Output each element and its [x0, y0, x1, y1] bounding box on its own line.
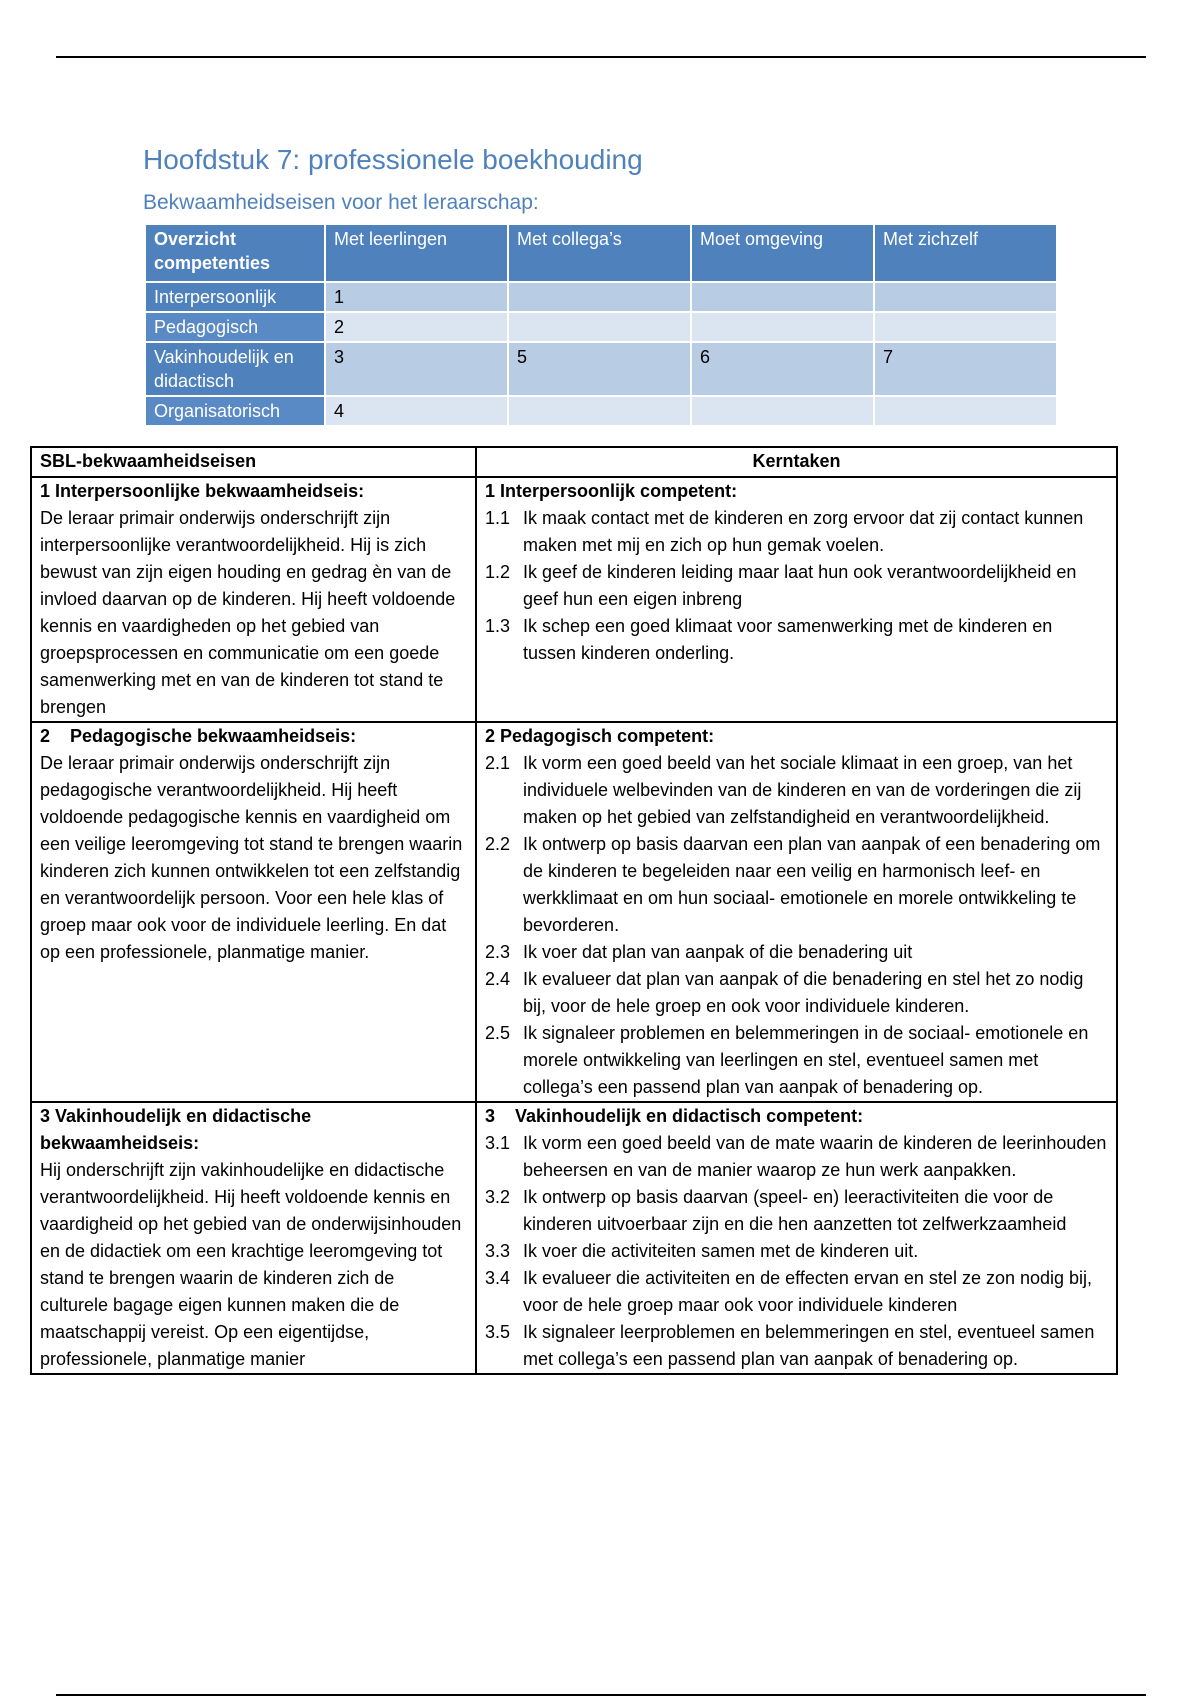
item-text: Ik vorm een goed beeld van het sociale klimaat in een groep, van het individuele welbevinden van de kinderen en van de vorderingen die zij maken op het gebied van zelfstandigheid en verantwoordelijkheid. — [523, 753, 1082, 827]
overview-row-label: Pedagogisch — [146, 313, 324, 341]
overview-cell: 1 — [326, 283, 507, 311]
item-text: Ik ontwerp op basis daarvan een plan van aanpak of een benadering om de kinderen te begeleiden naar een veilig en harmonisch leef- en werkklimaat en om hun sociaal- emotionele en morele ontwikkeling te bevorderen. — [523, 834, 1101, 935]
core-task-cell — [476, 722, 1117, 1102]
item-number: 3.3 — [485, 1241, 511, 1261]
requirement-number: 2 — [40, 726, 51, 746]
core-task-item — [485, 1319, 1108, 1373]
item-text: Ik voer dat plan van aanpak of die benadering uit — [523, 942, 913, 962]
overview-cell — [875, 283, 1056, 311]
requirement-number: 1 — [40, 481, 51, 501]
sbl-section-row — [31, 1102, 1117, 1374]
page-title: Hoofdstuk 7: professionele boekhouding — [143, 144, 643, 175]
overview-cell — [509, 313, 690, 341]
core-task-item — [485, 966, 1108, 1020]
overview-cell — [509, 397, 690, 425]
overview-cell — [509, 283, 690, 311]
overview-cell: 5 — [509, 343, 690, 395]
sbl-section-row — [31, 722, 1117, 1102]
core-task-item — [485, 1238, 1108, 1265]
overview-header-row — [146, 225, 1056, 281]
item-number: 2.5 — [485, 1023, 511, 1043]
item-text: Ik ontwerp op basis daarvan (speel- en) leeractiviteiten die voor de kinderen uitvoerbaar zijn en die hen aanzetten tot zelfwerkzaamheid — [523, 1187, 1067, 1234]
core-task-item — [485, 939, 1108, 966]
item-text: Ik voer die activiteiten samen met de kinderen uit. — [523, 1241, 919, 1261]
overview-cell — [875, 313, 1056, 341]
requirement-text: Hij onderschrijft zijn vakinhoudelijke en didactische verantwoordelijkheid. Hij heeft voldoende kennis en vaardigheid op het gebied van de onderwijsinhouden en de didactiek om een krachtige leeromgeving tot stand te brengen waarin de kinderen zich de culturele bagage eigen kunnen maken die de maatschappij vereist. Op een eigentijdse, professionele, planmatige manier — [40, 1160, 462, 1369]
item-text: Ik evalueer die activiteiten en de effecten ervan en stel ze zon nodig bij, voor de hele groep maar ook voor individuele kinderen — [523, 1268, 1093, 1315]
requirement-number: 3 — [40, 1106, 51, 1126]
overview-cell: 2 — [326, 313, 507, 341]
overview-cell — [692, 283, 873, 311]
item-number: 3.2 — [485, 1187, 511, 1207]
core-task-number: 1 — [485, 481, 496, 501]
top-rule — [56, 56, 1146, 58]
requirement-title: Pedagogische bekwaamheidseis: — [70, 726, 357, 746]
overview-cell: 4 — [326, 397, 507, 425]
overview-header-cell: Moet omgeving — [692, 225, 873, 281]
item-number: 2.1 — [485, 753, 511, 773]
core-task-item — [485, 1265, 1108, 1319]
item-text: Ik schep een goed klimaat voor samenwerking met de kinderen en tussen kinderen onderling. — [523, 616, 1053, 663]
requirement-title: Vakinhoudelijk en didactische bekwaamheidseis: — [40, 1106, 312, 1153]
core-task-title: Vakinhoudelijk en didactisch competent: — [515, 1106, 864, 1126]
item-number: 1.2 — [485, 562, 511, 582]
overview-row — [146, 313, 1056, 341]
requirement-cell — [31, 722, 476, 1102]
item-number: 3.5 — [485, 1322, 511, 1342]
core-task-title: Pedagogisch competent: — [500, 726, 715, 746]
requirement-heading — [40, 1103, 467, 1157]
overview-cell — [875, 397, 1056, 425]
item-text: Ik maak contact met de kinderen en zorg ervoor dat zij contact kunnen maken met mij en zich op hun gemak voelen. — [523, 508, 1084, 555]
core-task-heading — [485, 723, 1108, 750]
item-number: 2.2 — [485, 834, 511, 854]
overview-header-cell: Met leerlingen — [326, 225, 507, 281]
requirement-heading — [40, 478, 467, 505]
item-number: 3.1 — [485, 1133, 511, 1153]
core-task-item — [485, 559, 1108, 613]
requirement-text: De leraar primair onderwijs onderschrijft zijn pedagogische verantwoordelijkheid. Hij heeft voldoende pedagogische kennis en vaardigheid om een veilige leeromgeving tot stand te brengen waarin kinderen zich kunnen ontwikkelen tot een zelfstandig en verantwoordelijk persoon. Voor een hele klas of groep maar ook voor de individuele leerling. En dat op een professionele, planmatige manier. — [40, 753, 463, 962]
item-number: 2.4 — [485, 969, 511, 989]
overview-cell — [692, 397, 873, 425]
core-task-item — [485, 1020, 1108, 1101]
overview-cell — [692, 313, 873, 341]
overview-row — [146, 283, 1056, 311]
overview-row-label: Interpersoonlijk — [146, 283, 324, 311]
overview-cell: 7 — [875, 343, 1056, 395]
overview-row-label: Vakinhoudelijk en didactisch — [146, 343, 324, 395]
core-task-item — [485, 613, 1108, 667]
core-task-title: Interpersoonlijk competent: — [500, 481, 738, 501]
overview-row — [146, 343, 1056, 395]
requirement-title: Interpersoonlijke bekwaamheidseis: — [55, 481, 365, 501]
page-subtitle: Bekwaamheidseisen voor het leraarschap: — [143, 191, 539, 214]
item-number: 1.1 — [485, 508, 511, 528]
sbl-header-left: SBL-bekwaamheidseisen — [31, 447, 476, 477]
item-text: Ik vorm een goed beeld van de mate waarin de kinderen de leerinhouden beheersen en van de manier waarop ze hun werk aanpakken. — [523, 1133, 1107, 1180]
overview-row — [146, 397, 1056, 425]
bottom-rule — [56, 1694, 1146, 1696]
requirement-heading — [40, 723, 467, 750]
core-task-heading — [485, 1103, 1108, 1130]
core-task-item — [485, 505, 1108, 559]
sbl-header-right: Kerntaken — [476, 447, 1117, 477]
item-text: Ik evalueer dat plan van aanpak of die benadering en stel het zo nodig bij, voor de hele groep en ook voor individuele kinderen. — [523, 969, 1084, 1016]
core-task-item — [485, 831, 1108, 939]
item-text: Ik signaleer leerproblemen en belemmeringen en stel, eventueel samen met collega’s een passend plan van aanpak of benadering op. — [523, 1322, 1095, 1369]
sbl-requirements-table — [30, 446, 1118, 1375]
overview-cell: 6 — [692, 343, 873, 395]
core-task-cell — [476, 477, 1117, 722]
sbl-section-row — [31, 477, 1117, 722]
item-number: 1.3 — [485, 616, 511, 636]
core-task-number: 3 — [485, 1106, 496, 1126]
requirement-text: De leraar primair onderwijs onderschrijft zijn interpersoonlijke verantwoordelijkheid. Hij is zich bewust van zijn eigen houding en gedrag èn van de invloed daarvan op de kinderen. Hij heeft voldoende kennis en vaardigheden op het gebied van groepsprocessen en communicatie om een goede samenwerking met en van de kinderen tot stand te brengen — [40, 508, 456, 717]
item-text: Ik signaleer problemen en belemmeringen in de sociaal- emotionele en morele ontwikkeling van leerlingen en stel, eventueel samen met collega’s een passend plan van aanpak of benadering op. — [523, 1023, 1089, 1097]
requirement-cell — [31, 477, 476, 722]
sbl-header-row — [31, 447, 1117, 477]
requirement-cell — [31, 1102, 476, 1374]
core-task-item — [485, 1184, 1108, 1238]
item-text: Ik geef de kinderen leiding maar laat hun ook verantwoordelijkheid en geef hun een eigen inbreng — [523, 562, 1077, 609]
competency-overview-table — [144, 223, 1058, 427]
overview-header-cell: Overzicht competenties — [146, 225, 324, 281]
overview-header-cell: Met collega’s — [509, 225, 690, 281]
overview-cell: 3 — [326, 343, 507, 395]
core-task-number: 2 — [485, 726, 496, 746]
core-task-item — [485, 750, 1108, 831]
overview-row-label: Organisatorisch — [146, 397, 324, 425]
core-task-cell — [476, 1102, 1117, 1374]
item-number: 2.3 — [485, 942, 511, 962]
overview-header-cell: Met zichzelf — [875, 225, 1056, 281]
core-task-item — [485, 1130, 1108, 1184]
item-number: 3.4 — [485, 1268, 511, 1288]
core-task-heading — [485, 478, 1108, 505]
